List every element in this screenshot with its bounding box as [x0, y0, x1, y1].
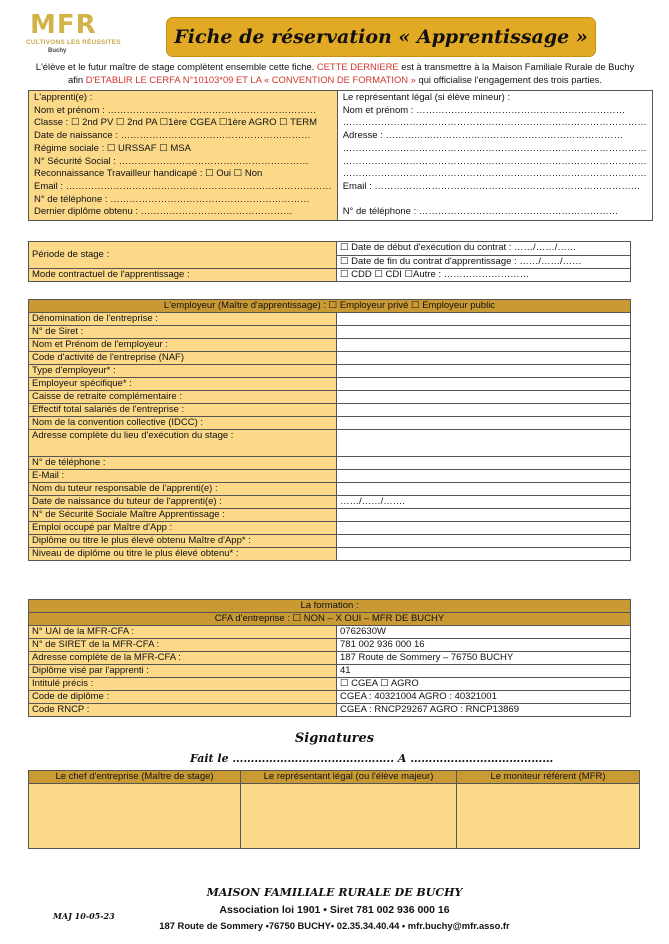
signature-table	[28, 770, 640, 849]
apprenti-field[interactable]: Classe : ☐ 2nd PV ☐ 2nd PA ☐1ère CGEA ☐1ère AGRO ☐ TERM	[34, 117, 318, 129]
row-value[interactable]: CGEA : 40321004 AGRO : 40321001	[337, 691, 631, 704]
row-value[interactable]	[337, 470, 631, 483]
intro-part5: qui officialise l'engagement des trois parties.	[415, 73, 602, 85]
row-label: Code de diplôme :	[29, 691, 337, 704]
representant-field[interactable]: Adresse : …………………………………………………………………	[342, 130, 623, 142]
row-value[interactable]	[337, 352, 631, 365]
table-row	[29, 626, 631, 639]
row-value[interactable]	[337, 457, 631, 470]
table-row	[29, 509, 631, 522]
row-value[interactable]: ……/……/…….	[337, 496, 631, 509]
table-row	[29, 430, 631, 457]
row-value[interactable]	[337, 404, 631, 417]
logo-city: Buchy	[48, 48, 67, 54]
representant-field[interactable]: ……………………………………………………………………………………	[342, 168, 647, 180]
row-label: Intitulé précis :	[29, 678, 337, 691]
table-row	[29, 378, 631, 391]
row-label: Employeur spécifique* :	[29, 378, 337, 391]
intro-part1: L'élève et le futur maître de stage complètent ensemble cette fiche.	[35, 61, 317, 72]
footer-name: MAISON FAMILIALE RURALE DE BUCHY	[206, 886, 463, 899]
table-row	[29, 365, 631, 378]
row-label: Type d'employeur* :	[29, 365, 337, 378]
page-title: Fiche de réservation « Apprentissage »	[174, 26, 588, 48]
row-value[interactable]: 41	[337, 665, 631, 678]
mode-value[interactable]: ☐ CDD ☐ CDI ☐Autre : ………………………	[337, 269, 631, 282]
table-row	[29, 704, 631, 717]
row-value[interactable]	[337, 313, 631, 326]
row-label: Nom de la convention collective (IDCC) :	[29, 417, 337, 430]
signature-box[interactable]	[457, 784, 640, 849]
row-label: Diplôme ou titre le plus élevé obtenu Maître d'App* :	[29, 535, 337, 548]
row-value[interactable]: 187 Route de Sommery – 76750 BUCHY	[337, 652, 631, 665]
row-value[interactable]: CGEA : RNCP29267 AGRO : RNCP13869	[337, 704, 631, 717]
signatures-title: Signatures	[294, 731, 375, 746]
row-value[interactable]: 0762630W	[337, 626, 631, 639]
table-row	[29, 665, 631, 678]
row-label: Date de naissance du tuteur de l'apprenti(e) :	[29, 496, 337, 509]
table-row	[29, 535, 631, 548]
table-row	[29, 496, 631, 509]
logo-mfr: MFR	[30, 10, 97, 40]
table-row	[29, 457, 631, 470]
representant-field[interactable]: ……………………………………………………………………………………	[342, 117, 647, 129]
formation-header: La formation :	[29, 600, 631, 613]
row-label: Nom du tuteur responsable de l'apprenti(e) :	[29, 483, 337, 496]
row-value[interactable]	[337, 483, 631, 496]
representant-field[interactable]: ……………………………………………………………………………………	[342, 142, 647, 154]
intro-part4: D'ETABLIR LE CERFA N°10103*09 ET LA « CONVENTION DE FORMATION »	[85, 73, 416, 85]
row-value[interactable]: ☐ CGEA ☐ AGRO	[337, 678, 631, 691]
signature-box[interactable]	[29, 784, 241, 849]
row-label: Caisse de retraite complémentaire :	[29, 391, 337, 404]
apprenti-field[interactable]: Date de naissance : ……………………………………………………	[34, 130, 311, 142]
table-row	[29, 313, 631, 326]
row-value[interactable]	[337, 548, 631, 561]
table-row	[29, 548, 631, 561]
row-value[interactable]	[337, 339, 631, 352]
mode-label: Mode contractuel de l'apprentissage :	[29, 269, 337, 282]
table-row	[29, 326, 631, 339]
representant-field[interactable]: Nom et prénom : …………………………………………………………	[342, 104, 626, 116]
apprenti-field[interactable]: N° Sécurité Social : ……………………………………………………	[34, 155, 309, 167]
apprenti-field[interactable]: Reconnaissance Travailleur handicapé : ☐ Oui ☐ Non	[34, 168, 263, 180]
table-row	[29, 417, 631, 430]
row-value[interactable]	[337, 509, 631, 522]
representant-field[interactable]: N° de téléphone : ………………………………………………………	[342, 206, 619, 218]
row-label: Adresse complète de la MFR-CFA :	[29, 652, 337, 665]
table-row	[29, 391, 631, 404]
apprenti-field[interactable]: N° de téléphone : ………………………………………………………	[34, 193, 310, 205]
representant-field[interactable]	[343, 194, 647, 207]
table-row	[29, 522, 631, 535]
row-label: Emploi occupé par Maître d'App :	[29, 522, 337, 535]
row-label: N° de Siret :	[29, 326, 337, 339]
title-banner	[166, 17, 596, 57]
periode-label: Période de stage :	[29, 242, 337, 269]
signature-box[interactable]	[241, 784, 457, 849]
table-row	[29, 483, 631, 496]
row-label: N° UAI de la MFR-CFA :	[29, 626, 337, 639]
row-value[interactable]	[337, 365, 631, 378]
employeur-table	[28, 299, 631, 561]
table-row	[29, 404, 631, 417]
intro-part3: est à transmettre à la Maison Familiale Rurale de Buchy afin	[68, 61, 635, 85]
apprenti-field[interactable]: Email : …………………………………………………………………………	[34, 180, 332, 192]
signature-column-header: Le représentant légal (ou l'élève majeur)	[241, 771, 457, 784]
row-label: N° de téléphone :	[29, 457, 337, 470]
row-value[interactable]	[337, 430, 631, 457]
row-value[interactable]	[337, 535, 631, 548]
table-row	[29, 639, 631, 652]
apprenti-field[interactable]: Régime sociale : ☐ URSSAF ☐ MSA	[34, 142, 191, 154]
row-label: Adresse complète du lieu d'exécution du stage :	[29, 430, 337, 457]
row-label: E-Mail :	[29, 470, 337, 483]
table-row	[29, 691, 631, 704]
row-label: Code d'activité de l'entreprise (NAF)	[29, 352, 337, 365]
row-label: Effectif total salariés de l'entreprise :	[29, 404, 337, 417]
apprenti-field[interactable]: L'apprenti(e) :	[34, 92, 93, 103]
table-row	[29, 678, 631, 691]
row-label: N° de Sécurité Sociale Maître Apprentissage :	[29, 509, 337, 522]
apprenti-field[interactable]: Nom et prénom : …………………………………………………………	[34, 104, 317, 116]
row-label: Niveau de diplôme ou titre le plus élevé obtenu* :	[29, 548, 337, 561]
signature-column-header: Le chef d'entreprise (Maître de stage)	[29, 771, 241, 784]
intro-part2: CETTE DERNIERE	[316, 61, 399, 72]
table-row	[29, 352, 631, 365]
apprenti-field[interactable]: Dernier diplôme obtenu : …………………………………………	[34, 206, 293, 218]
cfa-row: CFA d'entreprise : ☐ NON – X OUI – MFR DE BUCHY	[29, 613, 631, 626]
row-label: Code RNCP :	[29, 704, 337, 717]
row-label: Nom et Prénom de l'employeur :	[29, 339, 337, 352]
footer-address: 187 Route de Sommery •76750 BUCHY• 02.35.34.40.44 • mfr.buchy@mfr.asso.fr	[159, 920, 510, 931]
stage-fin[interactable]: ☐ Date de fin du contrat d'apprentissage : ……/……/……	[337, 255, 631, 269]
table-row	[29, 339, 631, 352]
identity-table	[28, 90, 653, 221]
employeur-header: L'employeur (Maître d'apprentissage) : ☐ Employeur privé ☐ Employeur public	[29, 300, 631, 313]
row-value[interactable]	[337, 326, 631, 339]
row-value[interactable]	[337, 391, 631, 404]
footer-maj: MAJ 10-05-23	[53, 911, 115, 921]
fait-le-line: Fait le …………………………………….. A …………………………………	[190, 752, 554, 765]
logo-tagline: CULTIVONS LES RÉUSSITES	[26, 39, 121, 46]
apprenti-block[interactable]	[29, 91, 338, 221]
footer-assoc: Association loi 1901 • Siret 781 002 936 000 16	[219, 904, 450, 916]
row-value[interactable]	[337, 417, 631, 430]
row-label: Dénomination de l'entreprise :	[29, 313, 337, 326]
representant-field[interactable]: Le représentant légal (si élève mineur) :	[342, 92, 511, 103]
signature-column-header: Le moniteur référent (MFR)	[457, 771, 640, 784]
formation-table	[28, 599, 631, 717]
row-label: Diplôme visé par l'apprenti :	[29, 665, 337, 678]
representant-field[interactable]: Email : …………………………………………………………………………	[342, 180, 641, 192]
table-row	[29, 470, 631, 483]
stage-debut[interactable]: ☐ Date de début d'exécution du contrat : ……/……/……	[337, 242, 631, 256]
row-value[interactable]	[337, 522, 631, 535]
representant-block[interactable]	[337, 91, 652, 221]
row-label: N° de SIRET de la MFR-CFA :	[29, 639, 337, 652]
intro-paragraph	[30, 61, 640, 86]
row-value[interactable]	[337, 378, 631, 391]
representant-field[interactable]: ……………………………………………………………………………………	[342, 155, 647, 167]
stage-table	[28, 241, 631, 282]
table-row	[29, 652, 631, 665]
row-value[interactable]: 781 002 936 000 16	[337, 639, 631, 652]
